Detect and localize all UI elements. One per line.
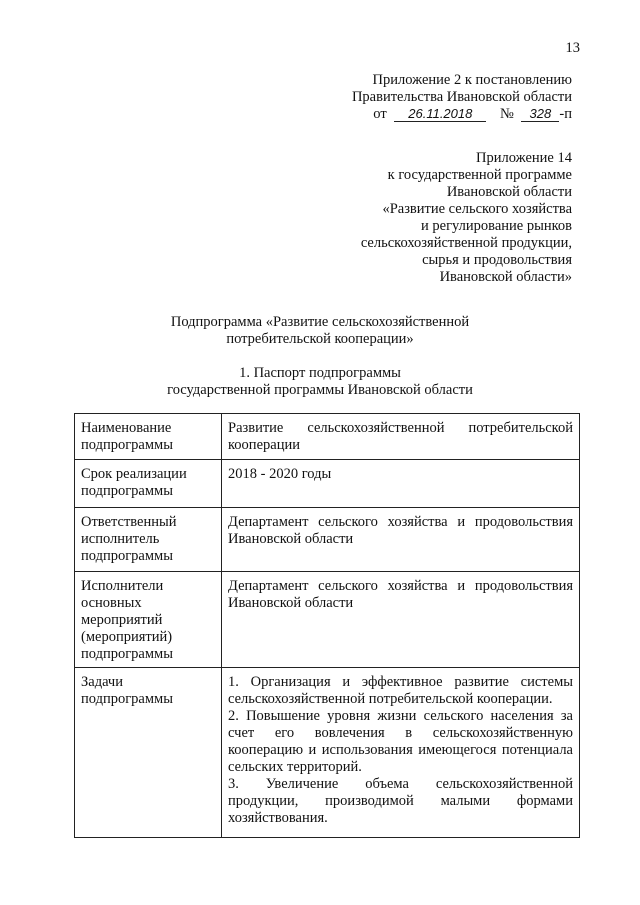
- appendix-14-line: Ивановской области: [446, 184, 572, 200]
- handwritten-date: 26.11.2018: [394, 107, 486, 122]
- appendix-14-line: к государственной программе: [387, 167, 572, 183]
- subprogram-title-line: потребительской кооперации»: [226, 331, 414, 347]
- row-label: Срок реализации подпрограммы: [75, 460, 222, 508]
- appendix-14-header: [361, 150, 572, 286]
- subprogram-title-line: Подпрограмма «Развитие сельскохозяйственной: [170, 314, 470, 330]
- appendix-14-line: «Развитие сельского хозяйства: [382, 201, 572, 217]
- passport-heading: [0, 365, 640, 399]
- table-row: [75, 460, 580, 508]
- passport-heading-line: государственной программы Ивановской области: [167, 382, 473, 398]
- appendix-14-line: Ивановской области»: [439, 269, 572, 285]
- passport-heading-line: 1. Паспорт подпрограммы: [239, 365, 401, 381]
- number-label: №: [499, 106, 514, 122]
- table-row: [75, 572, 580, 668]
- task-item: 2. Повышение уровня жизни сельского населения за счет его вовлечения в сельскохозяйственную кооперацию и использования имеющегося потенциала сельских территорий.: [228, 708, 573, 775]
- page-number: 13: [565, 40, 580, 56]
- row-value: Департамент сельского хозяйства и продовольствия Ивановской области: [222, 572, 580, 668]
- row-label: Наименование подпрограммы: [75, 414, 222, 460]
- row-value: 2018 - 2020 годы: [222, 460, 580, 508]
- appendix-2-line: Приложение 2 к постановлению: [372, 72, 572, 88]
- row-value: Департамент сельского хозяйства и продовольствия Ивановской области: [222, 508, 580, 572]
- appendix-2-line: Правительства Ивановской области: [351, 89, 572, 105]
- handwritten-number: 328: [521, 107, 559, 122]
- task-item: 3. Увеличение объема сельскохозяйственной продукции, производимой малыми формами хозяйствования.: [228, 776, 573, 826]
- from-label: от: [373, 106, 387, 122]
- table-row: [75, 508, 580, 572]
- appendix-2-header: [352, 72, 572, 123]
- row-label: Задачи подпрограммы: [75, 668, 222, 838]
- task-item: 1. Организация и эффективное развитие системы сельскохозяйственной потребительской кооперации.: [228, 674, 573, 707]
- decree-date-number-line: [352, 106, 572, 123]
- table-row: [75, 668, 580, 838]
- number-suffix: -п: [559, 106, 572, 122]
- passport-table: [74, 413, 580, 838]
- row-value: Развитие сельскохозяйственной потребительской кооперации: [222, 414, 580, 460]
- appendix-14-line: сельскохозяйственной продукции,: [360, 235, 572, 251]
- subprogram-title: [0, 314, 640, 348]
- tasks-cell: [222, 668, 580, 838]
- row-label: Ответственный исполнитель подпрограммы: [75, 508, 222, 572]
- table-row: [75, 414, 580, 460]
- appendix-14-line: и регулирование рынков: [421, 218, 572, 234]
- appendix-14-line: сырья и продовольствия: [422, 252, 572, 268]
- row-label: Исполнители основных мероприятий (мероприятий) подпрограммы: [75, 572, 222, 668]
- appendix-14-line: Приложение 14: [476, 150, 572, 166]
